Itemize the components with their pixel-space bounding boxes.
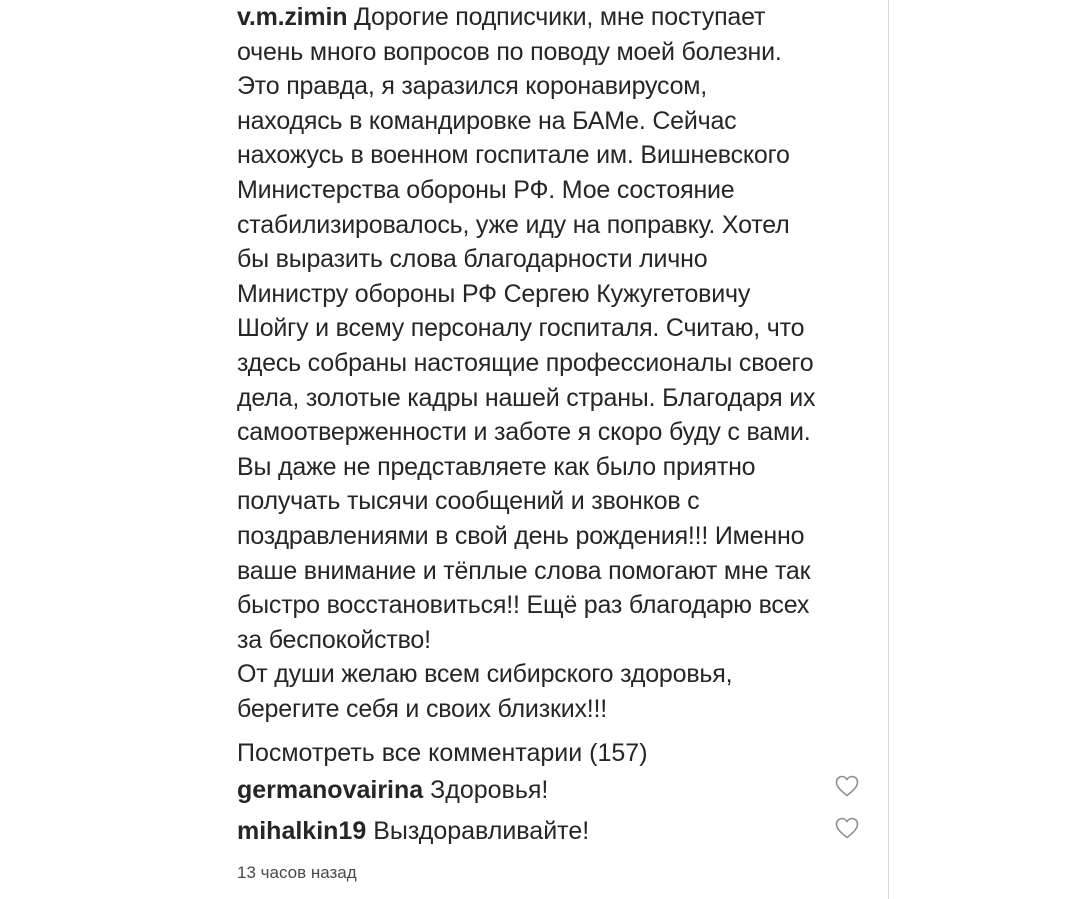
post-author-username[interactable]: v.m.zimin [237,3,348,31]
caption-line: быстро восстановиться!! Ещё раз благодарю всех [237,591,810,620]
caption-line: ваше внимание и тёплые слова помогают мне так [237,556,811,585]
post-caption [237,0,877,726]
caption-line: Это правда, я заразился коронавирусом, [237,72,708,101]
caption-line: за беспокойство! [237,625,431,654]
comment-text: Выздоравливайте! [373,817,590,845]
caption-line: самоотверженности и заботе я скоро буду с вами. [237,418,811,447]
comment-username[interactable]: mihalkin19 [237,817,367,845]
post-timestamp: 13 часов назад [237,863,357,882]
caption-line [237,0,877,35]
comment-item [237,773,862,807]
caption-line: здесь собраны настоящие профессионалы своего [237,348,814,377]
caption-text: Дорогие подписчики, мне поступает [354,3,766,31]
caption-line: очень много вопросов по поводу моей болезни. [237,37,782,66]
caption-line: берегите себя и своих близких!!! [237,694,608,723]
caption-line: дела, золотые кадры нашей страны. Благодаря их [237,383,816,412]
comment-text: Здоровья! [430,776,549,804]
caption-line: Шойгу и всему персоналу госпиталя. Считаю, что [237,314,805,343]
caption-line: бы выразить слова благодарности лично [237,245,708,274]
caption-line: нахожусь в военном госпитале им. Вишневского [237,141,790,170]
caption-line: Министерства обороны РФ. Мое состояние [237,175,735,204]
caption-line: От души желаю всем сибирского здоровья, [237,660,733,689]
comment-item [237,814,862,848]
heart-outline-icon[interactable] [835,775,859,797]
caption-line: поздравлениями в свой день рождения!!! Именно [237,521,805,550]
comment-username[interactable]: germanovairina [237,776,424,804]
caption-line: Вы даже не представляете как было приятно [237,452,756,481]
view-all-comments-link[interactable]: Посмотреть все комментарии (157) [237,739,648,767]
caption-line: находясь в командировке на БАМе. Сейчас [237,106,737,135]
caption-line: получать тысячи сообщений и звонков с [237,487,700,516]
caption-line: стабилизировалось, уже иду на поправку. Хотел [237,210,790,239]
caption-line: Министру обороны РФ Сергею Кужугетовичу [237,279,751,308]
panel-divider [888,0,889,899]
heart-outline-icon[interactable] [835,817,859,839]
